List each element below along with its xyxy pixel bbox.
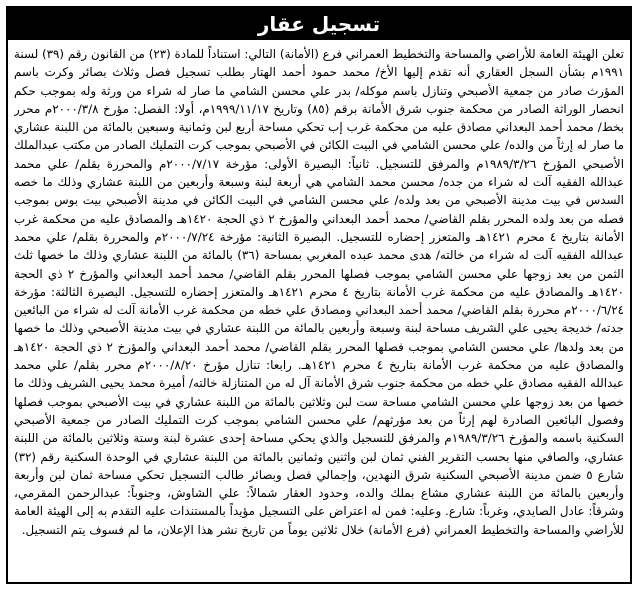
notice-header-bar [8,8,630,40]
notice-title: تسجيل عقار [257,12,381,36]
notice-body-text: تعلن الهيئة العامة للأراضي والمساحة والتخطيط العمراني فرع (الأمانة) التالي: استناداً للمادة (٢٣) من القانون رقم (٣٩) لسنة ١٩٩١م بشأن السجل العقاري أنه تقدم إليها الأخ/ محمد حمود أحمد الهتار بطلب تسجيل فصل وثلاث بصائر وكرت باسم المؤرث صادر من جمعية الأصبحي وتنازل باسم موكله/ بدر علي محسن الشامي ما صار له شراء من ورثة وله بموجب حكم انحصار الوراثة الصادر من محكمة جنوب شرق الأمانة برقم (٨٥) وتاريخ ١٩٩٩/١١/١٧م، أولا: الفصل: مؤرخ ٢٠٠٠/٣/٨م محرر بخط/ محمد أحمد البعداني مصادق عليه من محكمة غرب إب تحكي مساحة أربع لبن وثمانية وسبعين بالمائة من اللبنة عشاري ما صار له إرثاً من والده/ علي محسن الشامي في البيت الكائن في الأصبحي بموجب كرت التمليك الصادر من مكتب عبدالملك الأصبحي المؤرخ ١٩٨٩/٣/٢٦م والمرفق للتسجيل. ثانياً: البصيرة الأولى: مؤرخة ٢٠٠٠/٧/١٧م والمحررة بقلم/ علي محمد عبدالله الفقيه آلت له شراء من جده/ محسن محمد الشامي هي أربعة لبنة وسبعة وأربعين من اللبنة عشاري وذلك ما خصه السدس في بيت مدينة الأصبحي من بعد ولده/ علي محسن الشامي في البيت الكائن في مدينة الأصبحي بيت بوس بموجب فصله من بعد ولده المحرر بقلم القاضي/ محمد أحمد البعداني والمؤرخ ٢ ذي الحجة ١٤٢٠هـ والمصادق عليه من محكمة غرب الأمانة بتاريخ ٤ محرم ١٤٢١هـ والمتعزر إحضاره للتسجيل. البصيرة الثانية: مؤرخة ٢٠٠٠/٧/٢٤م والمحررة بقلم/ علي محمد عبدالله الفقيه آلت له شراء من خالته/ هدى محمد عبده المغربي بمساحة (٣٦) بالمائة من اللبنة عشاري وذلك ما خصها ثلث الثمن من بعد زوجها علي محسن الشامي بموجب فصلها المحرر بقلم القاضي/ محمد أحمد البعداني والمؤرخ ٢ ذي الحجة ١٤٢٠هـ والمصادق عليه من محكمة غرب الأمانة بتاريخ ٤ محرم ١٤٢١هـ والمتعزر إحضاره للتسجيل. البصيرة الثالثة: مؤرخة ٢٠٠٠/٦/٢٤م محررة بقلم القاضي/ محمد أحمد البعداني ومصادق علي خطه من محكمة غرب الأمانة آلت له شراء من البائعين جدته/ خديجة يحيى علي الشريف مساحة لبنة وسبعة وأربعين بالمائة من اللبنة عشاري في بيت مدينة الأصبحي وذلك ما خصها من بعد ولدها/ علي محسن الشامي بموجب فصلها المحرر بقلم القاضي/ محمد أحمد البعداني والمؤرخ ٢ ذي الحجة ١٤٢٠هـ والمصادق عليه من محكمة غرب الأمانة بتاريخ ٤ محرم ١٤٢١هـ. رابعا: تنازل مؤرخ ٢٠٠٠/٨/٢٠م محرر بقلم/ علي محمد عبدالله الفقيه مصادق علي خطه من محكمة جنوب شرق الأمانة آل له من المتنازلة خالته/ أميرة محمد يحيى الشريف وذلك ما خصها من بعد زوجها علي محسن الشامي مساحة ست لبن وثلاثين بالمائة من اللبنة عشاري في بيت الأصبحي بموجب فصلها وفصول البائعين الصادرة لهم إرثاً من بعد مؤرثهم/ علي محسن الشامي بموجب كرت التمليك الصادر من جمعية الأصبحي السكنية باسمه والمؤرخ ١٩٨٩/٣/٢٦م والمرفق للتسجيل والذي يحكي مساحة إحدى عشرة لبنة وستة وثلاثين بالمائة من اللبنة عشاري، والصافي منها بحسب التقرير الفني ثمان لبن واثنين وثمانين بالمائة من اللبنة عشاري في الوحدة السكنية رقم (٣٢) شارع ٥ ضمن مدينة الأصبحي السكنية شرق النهدين، وإجمالي فصل وبصائر طالب التسجيل تحكي مساحة ثمان لبن وأربعة وأربعين بالمائة من اللبنة عشاري مشاع بملك والده، وحدود العقار شمالاً: علي الشاوش، وجنوباً: عبدالرحمن المقرمي، وشرقاً: عادل الصايدي، وغرباً: شارع. وعليه: فمن له اعتراض على التسجيل مؤيداً بالمستندات عليه التقدم به إلى الهيئة العامة للأراضي والمساحة والتخطيط العمراني (فرع الأمانة) خلال ثلاثين يوماً من تاريخ نشر هذا الإعلان، ما لم فسوف يتم التسجيل. [14,47,624,537]
real-estate-registration-notice [6,6,632,584]
